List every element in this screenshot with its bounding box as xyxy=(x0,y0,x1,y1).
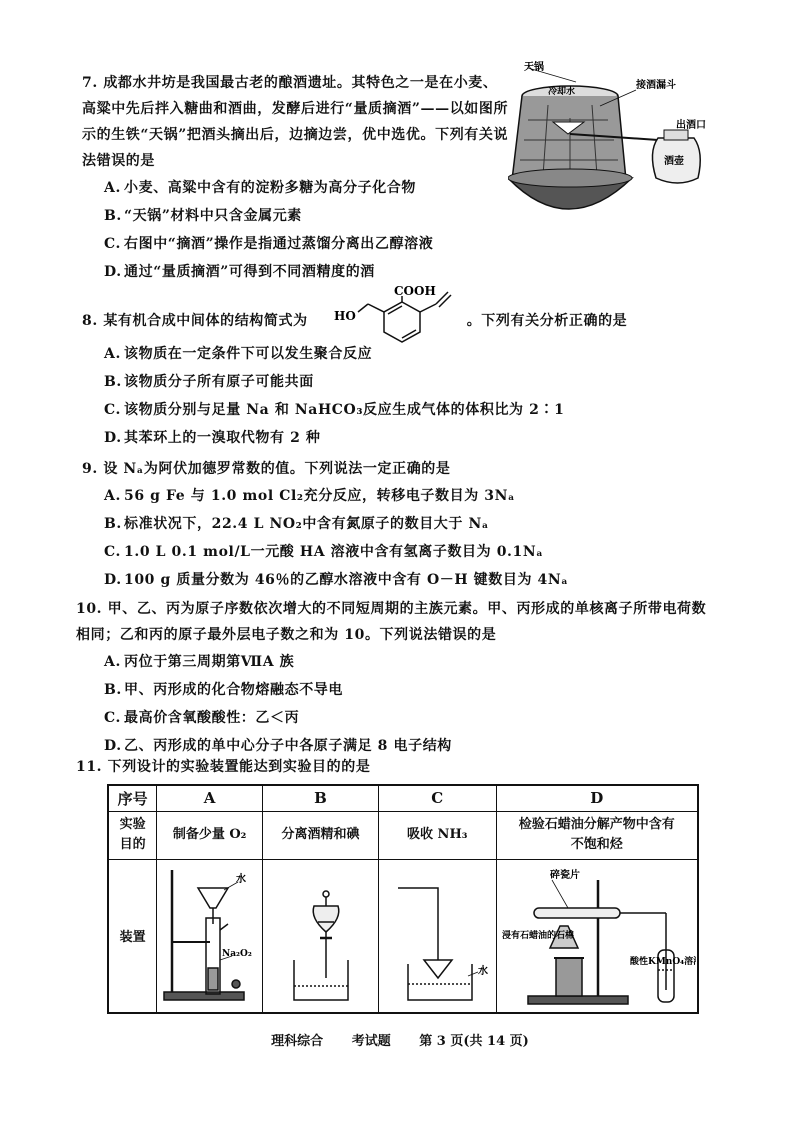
cooh-label: COOH xyxy=(394,286,436,298)
option-b: B. 该物质分子所有原子可能共面 xyxy=(104,374,314,390)
row-label: 实验目的 xyxy=(108,811,157,859)
option-d: D. 通过“量质摘酒”可得到不同酒精度的酒 xyxy=(104,264,375,280)
label-water: 水 xyxy=(478,965,489,977)
option-c: C. 右图中“摘酒”操作是指通过蒸馏分离出乙醇溶液 xyxy=(104,236,434,252)
question-text: 下列设计的实验装置能达到实验目的的是 xyxy=(107,759,371,775)
row-label: 装置 xyxy=(108,859,157,1013)
device-c xyxy=(378,859,496,1013)
label-funnel: 接酒漏斗 xyxy=(636,80,676,91)
question-10 xyxy=(76,596,716,760)
table-row-purpose xyxy=(108,811,698,859)
apparatus-a xyxy=(158,860,262,1008)
apparatus-c xyxy=(380,860,494,1008)
option-d: D. 其苯环上的一溴取代物有 2 种 xyxy=(104,430,321,446)
header-cell: D xyxy=(496,785,698,811)
header-cell: 序号 xyxy=(108,785,157,811)
question-text-after: 。下列有关分析正确的是 xyxy=(466,313,628,329)
question-stem xyxy=(76,754,716,780)
device-b xyxy=(263,859,379,1013)
table-row-device xyxy=(108,859,698,1013)
question-stem xyxy=(82,456,722,482)
option-a: A. 丙位于第三周期第ⅦA 族 xyxy=(104,654,295,670)
ho-label: HO xyxy=(334,309,356,323)
apparatus-b xyxy=(264,860,376,1008)
experiment-table xyxy=(107,784,699,1014)
device-d xyxy=(496,859,698,1013)
header-cell: C xyxy=(378,785,496,811)
option-c: C. 1.0 L 0.1 mol/L一元酸 HA 溶液中含有氢离子数目为 0.1Nₐ xyxy=(104,544,544,560)
page-footer xyxy=(0,1030,800,1049)
label-water: 冷却水 xyxy=(548,87,576,97)
option-b: B. 标准状况下，22.4 L NO₂中含有氮原子的数目大于 Nₐ xyxy=(104,516,490,532)
question-number: 10. xyxy=(76,601,103,617)
label-outlet: 出酒口 xyxy=(676,120,706,131)
question-9 xyxy=(82,456,722,594)
option-d: D. 100 g 质量分数为 46％的乙醇水溶液中含有 O－H 键数目为 4Nₐ xyxy=(104,572,569,588)
question-number: 8. xyxy=(82,313,98,329)
header-cell: A xyxy=(157,785,263,811)
purpose-cell: 吸收 NH₃ xyxy=(378,811,496,859)
structure-formula xyxy=(332,286,472,348)
question-number: 11. xyxy=(76,759,103,775)
option-a: A. 56 g Fe 与 1.0 mol Cl₂充分反应，转移电子数目为 3Nₐ xyxy=(104,488,516,504)
label-kmno4: 酸性KMnO₄溶液 xyxy=(629,956,696,967)
apparatus-d xyxy=(498,860,696,1008)
option-d: D. 乙、丙形成的单中心分子中各原子满足 8 电子结构 xyxy=(104,738,452,754)
question-text-before: 某有机合成中间体的结构简式为 xyxy=(103,313,308,329)
purpose-cell: 分离酒精和碘 xyxy=(263,811,379,859)
option-a: A. 该物质在一定条件下可以发生聚合反应 xyxy=(104,346,373,362)
option-a: A. 小麦、高粱中含有的淀粉多糖为高分子化合物 xyxy=(104,180,416,196)
purpose-cell: 制备少量 O₂ xyxy=(157,811,263,859)
question-11 xyxy=(76,754,716,780)
label-reagent: Na₂O₂ xyxy=(221,948,252,959)
label-asbestos: 浸有石蜡油的石棉 xyxy=(501,930,574,941)
option-c: C. 最高价含氧酸酸性：乙＜丙 xyxy=(104,710,300,726)
still-figure xyxy=(508,60,733,235)
label-water: 水 xyxy=(235,873,246,885)
footer-page: 第 3 页(共 14 页) xyxy=(419,1034,529,1049)
question-stem xyxy=(76,596,716,648)
device-a xyxy=(157,859,263,1013)
question-text: 甲、乙、丙为原子序数依次增大的不同短周期的主族元素。甲、丙形成的单核离子所带电荷数相同；乙和丙的原子最外层电子数之和为 10。下列说法错误的是 xyxy=(76,601,707,643)
header-cell: B xyxy=(263,785,379,811)
label-jar: 酒壶 xyxy=(664,156,684,167)
question-text: 设 Nₐ为阿伏加德罗常数的值。下列说法一定正确的是 xyxy=(103,461,451,477)
label-pot: 天锅 xyxy=(524,62,544,73)
option-b: B. 甲、丙形成的化合物熔融态不导电 xyxy=(104,682,343,698)
option-c: C. 该物质分别与足量 Na 和 NaHCO₃反应生成气体的体积比为 2∶1 xyxy=(104,402,565,418)
question-stem xyxy=(82,70,512,174)
footer-subject: 理科综合 xyxy=(271,1034,324,1049)
label-porcelain: 碎瓷片 xyxy=(549,869,580,881)
question-number: 7. xyxy=(82,75,98,91)
question-number: 9. xyxy=(82,461,98,477)
table-header-row xyxy=(108,785,698,811)
footer-type: 考试题 xyxy=(351,1034,391,1049)
question-text: 成都水井坊是我国最古老的酿酒遗址。其特色之一是在小麦、高粱中先后拌入糖曲和酒曲，发酵后进行“量质摘酒”——以如图所示的生铁“天锅”把酒头摘出后，边摘边尝，优中选优。下列有关说法错误的是 xyxy=(82,75,509,169)
purpose-cell: 检验石蜡油分解产物中含有不饱和烃 xyxy=(496,811,698,859)
option-b: B. “天锅”材料中只含金属元素 xyxy=(104,208,302,224)
